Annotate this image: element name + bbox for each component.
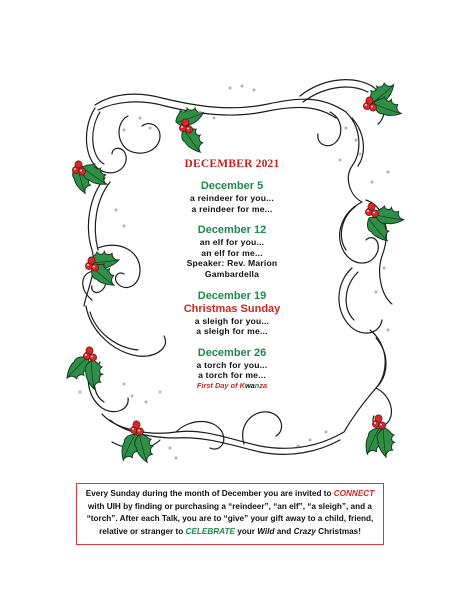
kwanzaa-letter: wa xyxy=(244,380,255,390)
week-line: an elf for me... xyxy=(201,247,263,258)
kwanzaa-note-prefix: First Day of xyxy=(196,380,240,390)
kwanzaa-letter: n xyxy=(254,380,260,390)
week-date: December 19 xyxy=(197,289,267,302)
week-december-26 xyxy=(150,347,314,391)
invite-text: Christmas! xyxy=(315,526,361,536)
month-title: DECEMBER 2021 xyxy=(184,158,280,170)
week-line: a torch for me... xyxy=(198,370,266,381)
connect-word: CONNECT xyxy=(333,489,375,498)
week-december-19 xyxy=(150,290,314,337)
week-date: December 12 xyxy=(197,224,267,237)
december-schedule xyxy=(150,158,314,401)
holly-icon xyxy=(130,421,143,435)
holly-icon xyxy=(83,347,96,361)
week-december-5 xyxy=(150,180,314,214)
week-line: a reindeer for you... xyxy=(190,193,274,203)
wild-word: Wild xyxy=(257,526,275,536)
kwanzaa-letter: K xyxy=(239,380,245,390)
week-line: a torch for you... xyxy=(196,359,268,370)
invite-text: and xyxy=(274,526,294,536)
week-date: December 5 xyxy=(200,180,264,192)
week-line: a sleigh for me... xyxy=(196,326,268,337)
invite-text: with UIH by finding or purchasing a “reindeer”, “an elf”, “a sleigh”, and a “torch”. After each Talk, you are to “give” your gift away to a child, friend, relative or stranger to xyxy=(86,501,374,536)
invite-text: Every Sunday during the month of December you are invited to xyxy=(85,489,334,498)
holly-icon xyxy=(365,203,378,217)
speaker-line: Speaker: Rev. Marion xyxy=(186,258,278,269)
invitation-box xyxy=(76,483,384,545)
kwanzaa-note xyxy=(150,381,314,391)
holly-icon xyxy=(372,415,385,429)
speaker-name: Gambardella xyxy=(204,268,260,279)
crazy-word: Crazy xyxy=(293,526,316,536)
holly-icon xyxy=(72,161,85,175)
christmas-sunday-label: Christmas Sunday xyxy=(183,302,281,315)
kwanzaa-letter: za xyxy=(259,380,268,390)
week-date: December 26 xyxy=(197,346,267,359)
week-line: a reindeer for me... xyxy=(191,203,273,214)
week-line: an elf for you... xyxy=(199,237,265,248)
celebrate-word: CELEBRATE xyxy=(185,526,235,536)
week-line: a sleigh for you... xyxy=(194,315,270,326)
invite-text: your xyxy=(234,526,258,536)
week-december-12 xyxy=(150,224,314,279)
